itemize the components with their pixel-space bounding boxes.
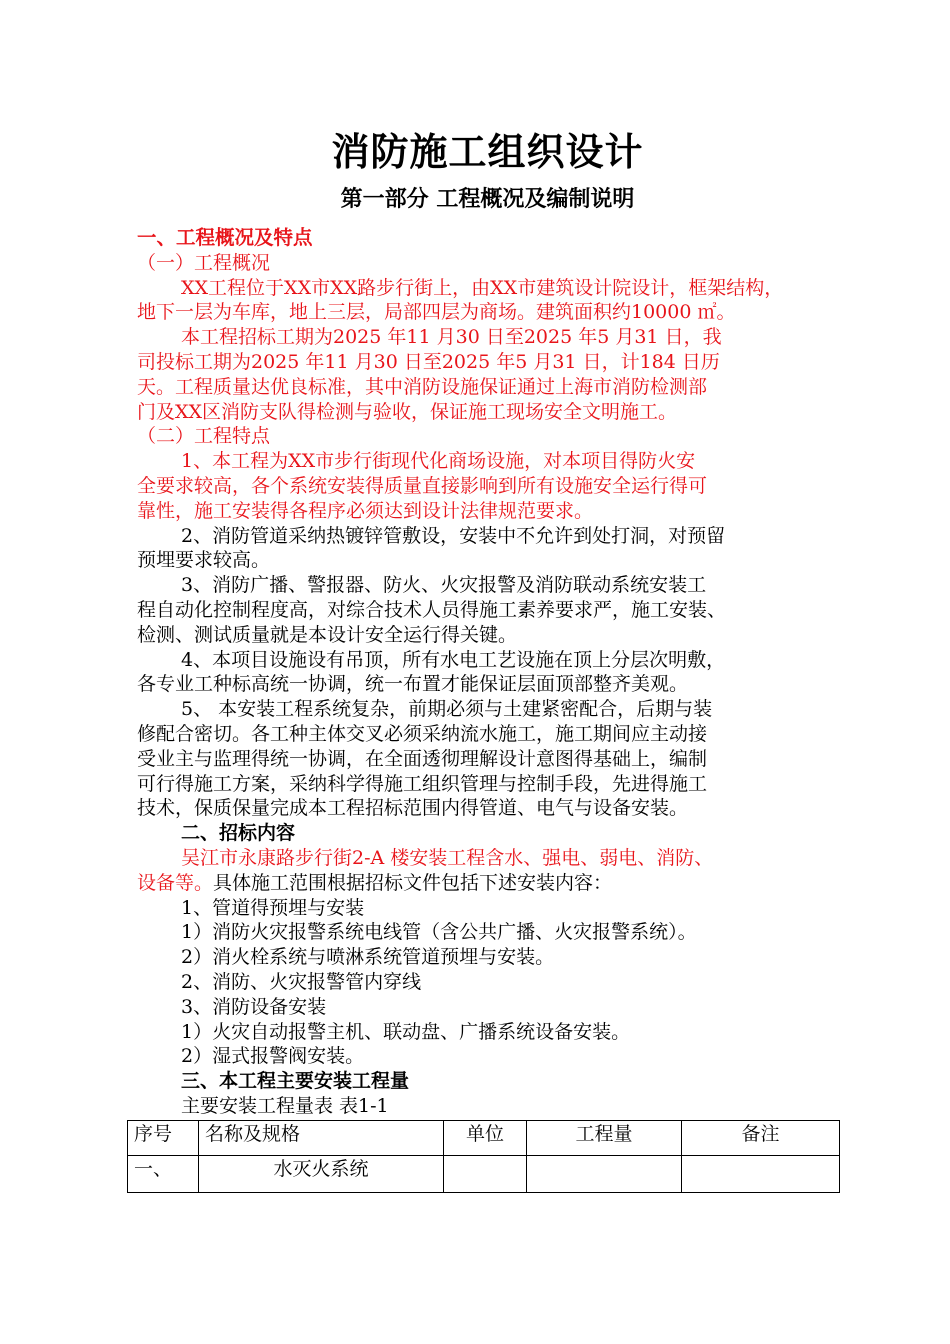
- table-header-row: [128, 1121, 840, 1156]
- paragraph-line: 受业主与监理得统一协调，在全面透彻理解设计意图得基础上，编制: [137, 747, 708, 770]
- paragraph-line: 各专业工种标高统一协调，统一布置才能保证层面顶部整齐美观。: [137, 673, 689, 696]
- table-cell-quantity: [527, 1156, 682, 1193]
- section-heading-bidding: 二、招标内容: [181, 822, 296, 845]
- paragraph-line: 技术，保质保量完成本工程招标范围内得管道、电气与设备安装。: [137, 797, 689, 820]
- list-item: 1）火灾自动报警主机、联动盘、广播系统设备安装。: [181, 1020, 631, 1043]
- list-item: 3、消防设备安装: [181, 995, 327, 1018]
- table-cell-remarks: [682, 1156, 840, 1193]
- table-cell-index: 一、: [128, 1156, 199, 1193]
- paragraph-line: 全要求较高，各个系统安装得质量直接影响到所有设施安全运行得可: [137, 474, 708, 497]
- list-item: 1、管道得预埋与安装: [181, 896, 365, 919]
- section-heading-quantities: 三、本工程主要安装工程量: [181, 1070, 410, 1093]
- paragraph-line: 门及XX区消防支队得检测与验收，保证施工现场安全文明施工。: [137, 400, 678, 423]
- part-heading: 第一部分 工程概况及编制说明: [340, 186, 635, 212]
- paragraph-fragment: 具体施工范围根据招标文件包括下述安装内容：: [213, 871, 613, 894]
- table-caption: 主要安装工程量表 表1-1: [181, 1094, 389, 1117]
- column-header-index: 序号: [128, 1121, 199, 1156]
- list-item: 2、消防、火灾报警管内穿线: [181, 970, 422, 993]
- list-item: 2）消火栓系统与喷淋系统管道预埋与安装。: [181, 946, 555, 969]
- paragraph-fragment-red: 设备等。: [137, 871, 214, 894]
- table-cell-name: 水灭火系统: [199, 1156, 444, 1193]
- column-header-unit: 单位: [444, 1121, 527, 1156]
- paragraph-line: 2、消防管道采纳热镀锌管敷设，安装中不允许到处打洞，对预留: [181, 524, 726, 547]
- paragraph-line: 天。工程质量达优良标准，其中消防设施保证通过上海市消防检测部: [137, 375, 708, 398]
- list-item: 1）消防火灾报警系统电线管（含公共广播、火灾报警系统）。: [181, 921, 697, 944]
- document-title: 消防施工组织设计: [331, 129, 644, 174]
- column-header-quantity: 工程量: [527, 1121, 682, 1156]
- list-item: 2）湿式报警阀安装。: [181, 1045, 365, 1068]
- paragraph-line: 地下一层为车库，地上三层，局部四层为商场。建筑面积约10000 ㎡。: [137, 301, 736, 324]
- paragraph-line: 3、消防广播、警报器、防火、火灾报警及消防联动系统安装工: [181, 574, 707, 597]
- table-row: [128, 1156, 840, 1193]
- paragraph-line: [137, 871, 837, 896]
- column-header-name: 名称及规格: [199, 1121, 444, 1156]
- paragraph-line: 本工程招标工期为2025 年11 月30 日至2025 年5 月31 日，我: [181, 326, 722, 349]
- column-header-remarks: 备注: [682, 1121, 840, 1156]
- paragraph-line: 司投标工期为2025 年11 月30 日至2025 年5 月31 日，计184 日历: [137, 350, 720, 373]
- document-body: [137, 226, 837, 1119]
- paragraph-line: 吴江市永康路步行街2-A 楼安装工程含水、强电、弱电、消防、: [181, 846, 714, 869]
- paragraph-line: 预埋要求较高。: [137, 549, 271, 572]
- section-heading-overview: 一、工程概况及特点: [137, 226, 313, 249]
- paragraph-line: 靠性，施工安装得各程序必须达到设计法律规范要求。: [137, 499, 594, 522]
- table-cell-unit: [444, 1156, 527, 1193]
- paragraph-line: 1、本工程为XX市步行街现代化商场设施，对本项目得防火安: [181, 450, 696, 473]
- paragraph-line: 修配合密切。各工种主体交叉必须采纳流水施工，施工期间应主动接: [137, 722, 708, 745]
- paragraph-line: 可行得施工方案，采纳科学得施工组织管理与控制手段，先进得施工: [137, 772, 708, 795]
- paragraph-line: 5、 本安装工程系统复杂，前期必须与土建紧密配合，后期与装: [181, 698, 713, 721]
- paragraph-line: 检测、测试质量就是本设计安全运行得关键。: [137, 623, 518, 646]
- paragraph-line: 程自动化控制程度高，对综合技术人员得施工素养要求严，施工安装、: [137, 598, 727, 621]
- quantity-table: [127, 1120, 840, 1193]
- paragraph-line: 4、本项目设施设有吊顶，所有水电工艺设施在顶上分层次明敷，: [181, 648, 726, 671]
- subsection-heading-features: （二）工程特点: [137, 425, 271, 448]
- paragraph-line: XX工程位于XX市XX路步行街上，由XX市建筑设计院设计，框架结构，: [181, 276, 784, 299]
- subsection-heading-overview: （一）工程概况: [137, 251, 271, 274]
